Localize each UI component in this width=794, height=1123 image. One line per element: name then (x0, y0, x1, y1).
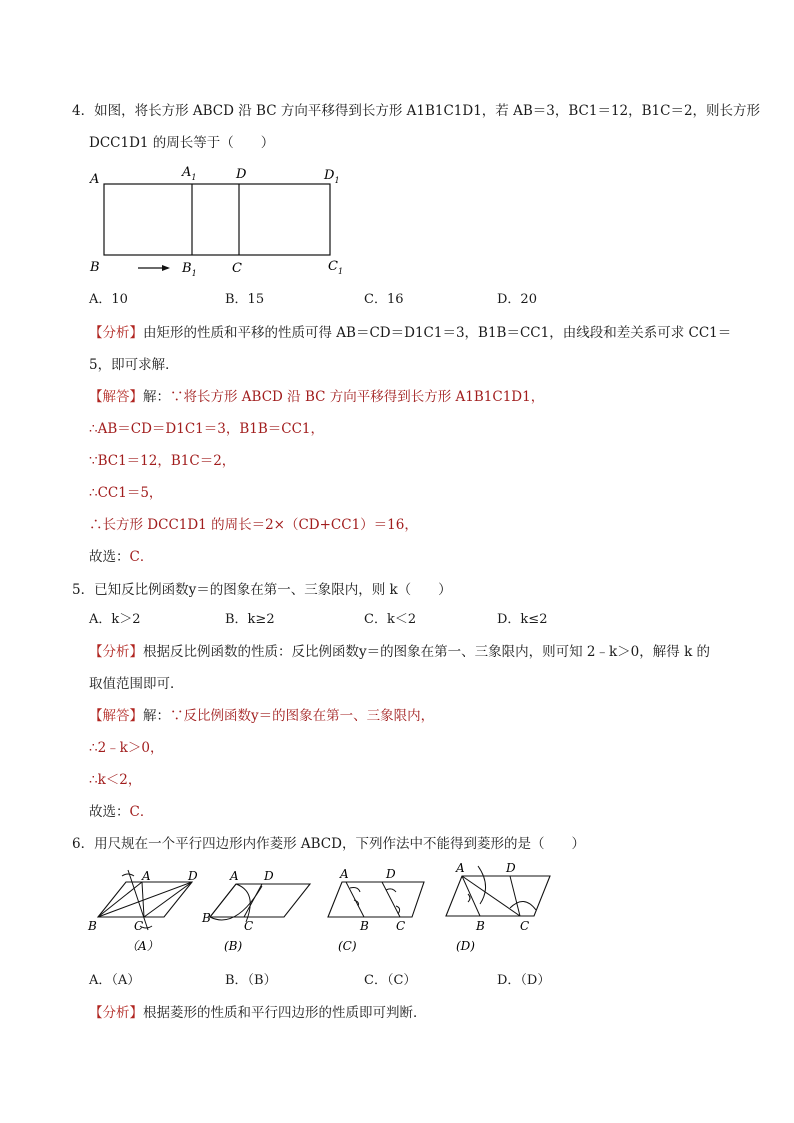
q4-answer-intro: 解： (143, 389, 170, 405)
q6-option-c: C．（C） (364, 973, 417, 988)
q6c-label-d: D (386, 867, 396, 881)
q4-choice-prefix: 故选： (89, 549, 130, 565)
q6d-label-b: B (476, 919, 485, 933)
q5-answer-line3: ∴k＜2， (89, 772, 142, 788)
q4-label-c1-sub: 1 (337, 267, 344, 276)
q4-label-c: C (232, 261, 242, 276)
q4-answer-tag: 【解答】 (89, 389, 143, 405)
q6b-arc-2 (210, 886, 262, 920)
q6a-line-ba (98, 882, 142, 917)
q4-label-a1-sub: 1 (191, 173, 197, 182)
q4-option-b: B．15 (225, 292, 265, 307)
q4-stem-line1: 4．如图，将长方形 ABCD 沿 BC 方向平移得到长方形 A1B1C1D1，若 AB＝3，BC1＝12，B1C＝2，则长方形 (72, 103, 761, 119)
q6c-label-b: B (360, 919, 369, 933)
q5-analysis-text1: 根据反比例函数的性质：反比例函数y＝的图象在第一、三象限内，则可知 2﹣k＞0，解得 k 的 (143, 644, 711, 660)
q6c-line-dc (382, 882, 400, 917)
q4-label-c1: C (328, 259, 338, 274)
q5-answer-tag: 【解答】 (89, 708, 143, 724)
q6-figure-a (84, 862, 214, 958)
q6c-caption: (C) (338, 939, 357, 953)
q4-analysis-line2: 5，即可求解． (89, 357, 179, 373)
q6d-label-a: A (456, 861, 465, 875)
q4-rectangle-figure (86, 160, 356, 280)
q6b-label-b: B (202, 911, 211, 925)
q4-option-c: C．16 (364, 292, 404, 307)
svg-text:D1 (323, 168, 340, 185)
q6d-label-d: D (506, 861, 516, 875)
q4-label-d1: D (324, 168, 335, 183)
q4-option-a: A．10 (89, 292, 128, 307)
q4-label-b1: B (182, 261, 192, 276)
q5-choice-line (89, 803, 153, 821)
q6-option-a: A．（A） (89, 973, 141, 988)
q4-answer-line1 (89, 388, 544, 406)
q5-analysis-tag: 【分析】 (89, 644, 143, 660)
svg-text:B1 (181, 261, 197, 278)
q6-analysis-text: 根据菱形的性质和平行四边形的性质即可判断． (143, 1005, 427, 1021)
q6-analysis-line (89, 1004, 427, 1022)
q6b-label-a: A (230, 869, 239, 883)
q4-label-d: D (236, 167, 247, 182)
q6a-caption: （A） (126, 939, 159, 953)
q5-answer-text1: ∵反比例函数y＝的图象在第一、三象限内， (170, 708, 435, 724)
q6c-label-c: C (396, 919, 406, 933)
q5-option-a: A．k＞2 (89, 612, 141, 627)
q6a-label-d: D (188, 869, 198, 883)
q4-label-b1-sub: 1 (191, 269, 197, 278)
q4-option-d: D．20 (497, 292, 537, 307)
q6c-parallelogram (328, 882, 424, 917)
q5-answer-intro: 解： (143, 708, 170, 724)
q5-analysis-line2: 取值范围即可． (89, 676, 184, 692)
q4-label-a: A (90, 172, 100, 187)
q5-choice-prefix: 故选： (89, 804, 130, 820)
svg-text:C1 (328, 259, 343, 276)
q6b-label-c: C (244, 919, 254, 933)
q5-answer-line1 (89, 707, 434, 725)
q6a-label-c: C (134, 919, 144, 933)
q4-answer-line4: ∴CC1＝5， (89, 485, 163, 501)
q6a-label-b: B (88, 919, 97, 933)
q5-answer-line2: ∴2﹣k＞0， (89, 740, 164, 756)
q4-analysis-text1: 由矩形的性质和平移的性质可得 AB＝CD＝D1C1＝3，B1B＝CC1，由线段和差关系可求 CC1＝ (143, 325, 732, 341)
q6-figure-d (440, 858, 560, 958)
q5-option-d: D．k≤2 (497, 612, 548, 627)
q4-answer-line2: ∴AB＝CD＝D1C1＝3，B1B＝CC1， (89, 421, 325, 437)
q4-answer-text1: ∵将长方形 ABCD 沿 BC 方向平移得到长方形 A1B1C1D1， (170, 389, 545, 405)
q6-option-b: B．（B） (225, 973, 277, 988)
q4-answer-line3: ∵BC1＝12，B1C＝2， (89, 453, 236, 469)
q4-outer-rect (104, 184, 330, 255)
q5-option-b: B．k≥2 (225, 612, 275, 627)
svg-text:A1 (181, 165, 196, 182)
q6-option-d: D．（D） (497, 973, 551, 988)
q5-analysis-line1 (89, 643, 710, 661)
q4-arrow-head (162, 265, 170, 271)
q6a-label-a: A (142, 869, 151, 883)
q4-stem-line2: DCC1D1 的周长等于（ ） (89, 135, 275, 151)
q6b-line-dc (244, 884, 262, 917)
q6b-line-ba (210, 884, 236, 917)
q4-choice-line (89, 548, 153, 566)
q6-stem: 6．用尺规在一个平行四边形内作菱形 ABCD，下列作法中不能得到菱形的是（ ） (72, 836, 585, 852)
q6-analysis-tag: 【分析】 (89, 1005, 143, 1021)
q4-analysis-tag: 【分析】 (89, 325, 143, 341)
q6b-caption: (B) (224, 939, 243, 953)
q6-figure-b (196, 862, 326, 958)
q4-label-b: B (90, 260, 100, 275)
q4-choice: C． (129, 549, 154, 565)
q5-option-c: C．k＜2 (364, 612, 417, 627)
q4-answer-line5: ∴长方形 DCC1D1 的周长＝2×（CD+CC1）＝16， (89, 517, 418, 533)
q4-label-a1: A (182, 165, 192, 180)
q6d-parallelogram (446, 876, 550, 916)
q5-choice: C． (129, 804, 154, 820)
q6b-label-d: D (264, 869, 274, 883)
q6d-label-c: C (520, 919, 530, 933)
q4-analysis-line1 (89, 324, 731, 342)
q4-label-d1-sub: 1 (334, 176, 340, 185)
q6c-label-a: A (340, 867, 349, 881)
q6-figure-c (320, 862, 440, 958)
q6b-arc-1 (236, 884, 250, 922)
q5-stem: 5．已知反比例函数y＝的图象在第一、三象限内，则 k（ ） (72, 582, 452, 598)
q6d-caption: (D) (456, 939, 475, 953)
